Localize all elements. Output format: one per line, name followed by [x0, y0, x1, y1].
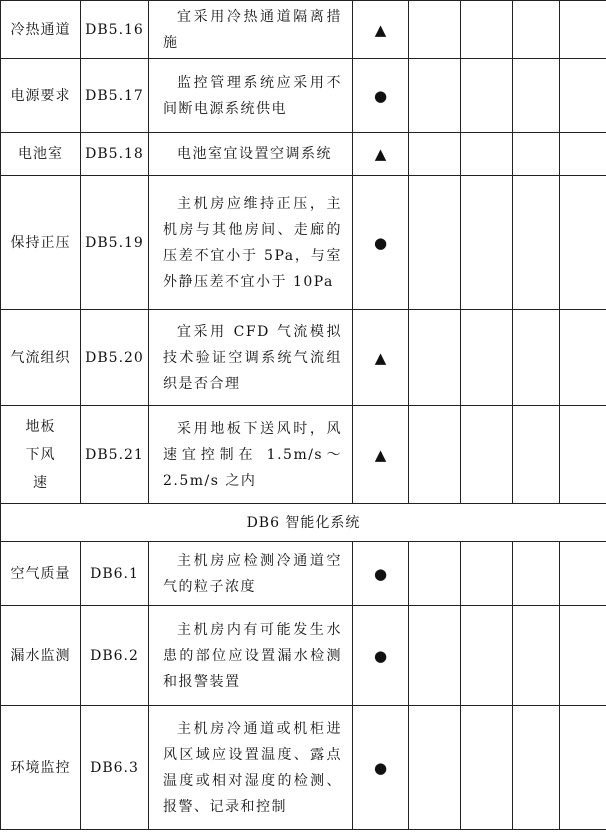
table-row — [1, 406, 606, 504]
table-row — [1, 176, 606, 310]
item-name: 保持正压 — [1, 176, 81, 310]
circle-icon: ● — [353, 176, 409, 310]
triangle-icon: ▲ — [353, 406, 409, 504]
item-requirement: 采用地板下送风时，风速宜控制在 1.5m/s～2.5m/s 之内 — [149, 406, 353, 504]
section-header-row — [1, 504, 606, 542]
item-code: DB6.3 — [81, 706, 149, 830]
item-name: 电池室 — [1, 133, 81, 176]
item-code: DB5.18 — [81, 133, 149, 176]
table-row — [1, 1, 606, 59]
item-name: 空气质量 — [1, 542, 81, 606]
item-code: DB6.2 — [81, 606, 149, 706]
circle-icon: ● — [353, 606, 409, 706]
table-row — [1, 59, 606, 133]
item-name: 环境监控 — [1, 706, 81, 830]
table-row — [1, 542, 606, 606]
item-requirement: 监控管理系统应采用不间断电源系统供电 — [149, 59, 353, 133]
table-row — [1, 706, 606, 830]
item-name: 电源要求 — [1, 59, 81, 133]
item-requirement: 电池室宜设置空调系统 — [149, 133, 353, 176]
item-name: 气流组织 — [1, 310, 81, 406]
item-requirement: 宜采用 CFD 气流模拟技术验证空调系统气流组织是否合理 — [149, 310, 353, 406]
item-code: DB5.20 — [81, 310, 149, 406]
table-row — [1, 133, 606, 176]
triangle-icon: ▲ — [353, 133, 409, 176]
section-title: DB6 智能化系统 — [1, 504, 606, 542]
item-code: DB5.21 — [81, 406, 149, 504]
item-requirement: 主机房应检测冷通道空气的粒子浓度 — [149, 542, 353, 606]
item-code: DB5.16 — [81, 1, 149, 59]
item-name: 冷热通道 — [1, 1, 81, 59]
item-name: 地板下风速 — [1, 406, 81, 504]
circle-icon: ● — [353, 59, 409, 133]
item-requirement: 主机房内有可能发生水患的部位应设置漏水检测和报警装置 — [149, 606, 353, 706]
item-requirement: 主机房应维持正压，主机房与其他房间、走廊的压差不宜小于 5Pa，与室外静压差不宜小于 10Pa — [149, 176, 353, 310]
table-row — [1, 310, 606, 406]
circle-icon: ● — [353, 542, 409, 606]
triangle-icon: ▲ — [353, 1, 409, 59]
item-requirement: 宜采用冷热通道隔离措施 — [149, 1, 353, 59]
item-code: DB6.1 — [81, 542, 149, 606]
item-code: DB5.17 — [81, 59, 149, 133]
item-code: DB5.19 — [81, 176, 149, 310]
circle-icon: ● — [353, 706, 409, 830]
table-row — [1, 606, 606, 706]
item-name: 漏水监测 — [1, 606, 81, 706]
item-requirement: 主机房冷通道或机柜进风区域应设置温度、露点温度或相对湿度的检测、报警、记录和控制 — [149, 706, 353, 830]
triangle-icon: ▲ — [353, 310, 409, 406]
